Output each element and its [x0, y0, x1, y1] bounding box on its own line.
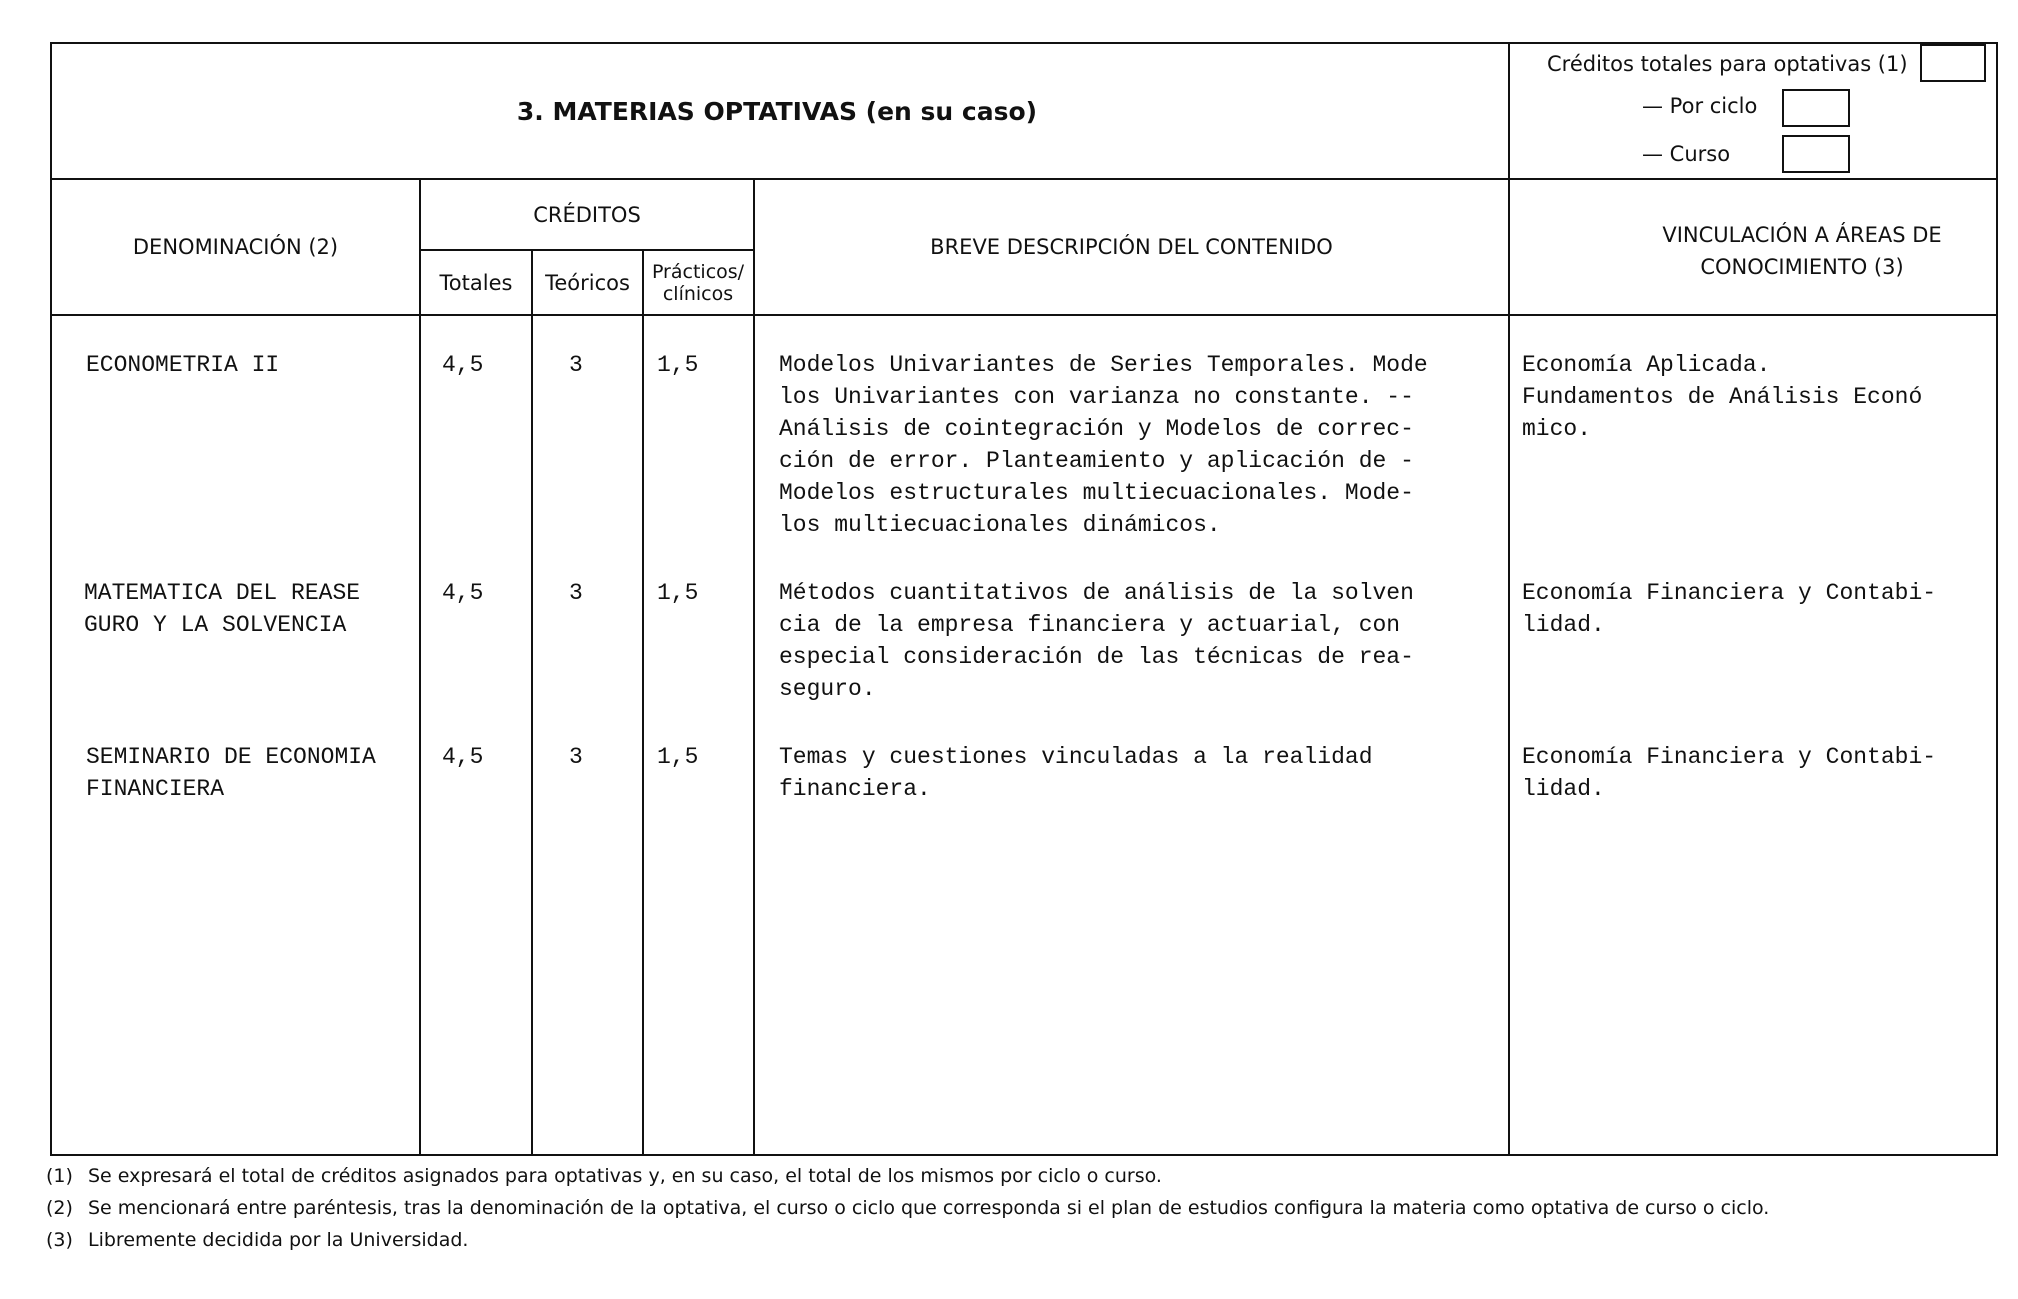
credits-total-label: Créditos totales para optativas (1): [1547, 52, 1908, 76]
footnote-2: [46, 1192, 1769, 1224]
col-divider-4: [753, 178, 755, 1156]
row3-denominacion: SEMINARIO DE ECONOMIA FINANCIERA: [86, 744, 376, 802]
col-divider-5: [1508, 178, 1510, 1156]
row1-practicos: 1,5: [657, 352, 699, 378]
row3-teoricos: 3: [569, 744, 583, 770]
header-descripcion: BREVE DESCRIPCIÓN DEL CONTENIDO: [930, 235, 1333, 259]
row2-denominacion: MATEMATICA DEL REASE GURO Y LA SOLVENCIA: [84, 580, 361, 638]
row2-descripcion: Métodos cuantitativos de análisis de la solven cia de la empresa financiera y actuarial, con especial consideración de las técnicas de rea- seguro.: [779, 580, 1414, 702]
footnote-3-number: (3): [46, 1229, 73, 1251]
footnote-2-text: Se mencionará entre paréntesis, tras la denominación de la optativa, el curso o ciclo que corresponda si el plan de estudios configura la materia como optativa de curso o ciclo.: [88, 1197, 1770, 1219]
footnote-3: [46, 1224, 1769, 1256]
footnote-1: [46, 1160, 1769, 1192]
col-divider-2: [531, 249, 533, 1156]
row3-vinculacion: Economía Financiera y Contabi- lidad.: [1522, 744, 1937, 802]
per-course-box[interactable]: [1782, 135, 1850, 173]
header-totales: Totales: [439, 270, 513, 295]
row2-practicos: 1,5: [657, 580, 699, 606]
header-teoricos: Teóricos: [545, 270, 630, 295]
footnote-3-text: Libremente decidida por la Universidad.: [88, 1229, 469, 1251]
footnote-1-number: (1): [46, 1165, 73, 1187]
header-creditos: CRÉDITOS: [533, 202, 641, 227]
footnotes: [46, 1160, 1769, 1256]
header-vinculacion: VINCULACIÓN A ÁREAS DE CONOCIMIENTO (3): [1662, 223, 1942, 279]
per-course-label: — Curso: [1642, 142, 1731, 166]
section-title: 3. MATERIAS OPTATIVAS (en su caso): [516, 97, 1038, 126]
header-divider: [52, 314, 1998, 316]
row2-teoricos: 3: [569, 580, 583, 606]
row3-practicos: 1,5: [657, 744, 699, 770]
footnote-1-text: Se expresará el total de créditos asignados para optativas y, en su caso, el total de los mismos por ciclo o curso.: [88, 1165, 1162, 1187]
per-cycle-label: — Por ciclo: [1642, 94, 1758, 118]
row1-teoricos: 3: [569, 352, 583, 378]
credits-box-divider: [1508, 44, 1510, 178]
header-denominacion: DENOMINACIÓN (2): [132, 235, 339, 259]
credits-total-box[interactable]: [1920, 44, 1986, 82]
footnote-2-number: (2): [46, 1197, 73, 1219]
header-practicos: Prácticos/ clínicos: [651, 260, 745, 305]
row3-descripcion: Temas y cuestiones vinculadas a la realidad financiera.: [779, 744, 1373, 802]
optional-subjects-table: [50, 42, 1998, 1156]
row1-denominacion: ECONOMETRIA II: [86, 352, 280, 378]
col-divider-3: [642, 249, 644, 1156]
per-cycle-box[interactable]: [1782, 89, 1850, 127]
row2-vinculacion: Economía Financiera y Contabi- lidad.: [1522, 580, 1937, 638]
row2-totales: 4,5: [442, 580, 484, 606]
row1-descripcion: Modelos Univariantes de Series Temporales. Mode los Univariantes con varianza no constante. -- Análisis de cointegración y Modelos de correc- ción de error. Planteamiento y aplicación de - Modelos estructurales multiecuacionales. Mode- los multiecuacionales dinámicos.: [779, 352, 1428, 538]
row3-totales: 4,5: [442, 744, 484, 770]
col-divider-1: [419, 178, 421, 1156]
row1-vinculacion: Economía Aplicada. Fundamentos de Análisis Econó mico.: [1522, 352, 1923, 442]
row1-totales: 4,5: [442, 352, 484, 378]
